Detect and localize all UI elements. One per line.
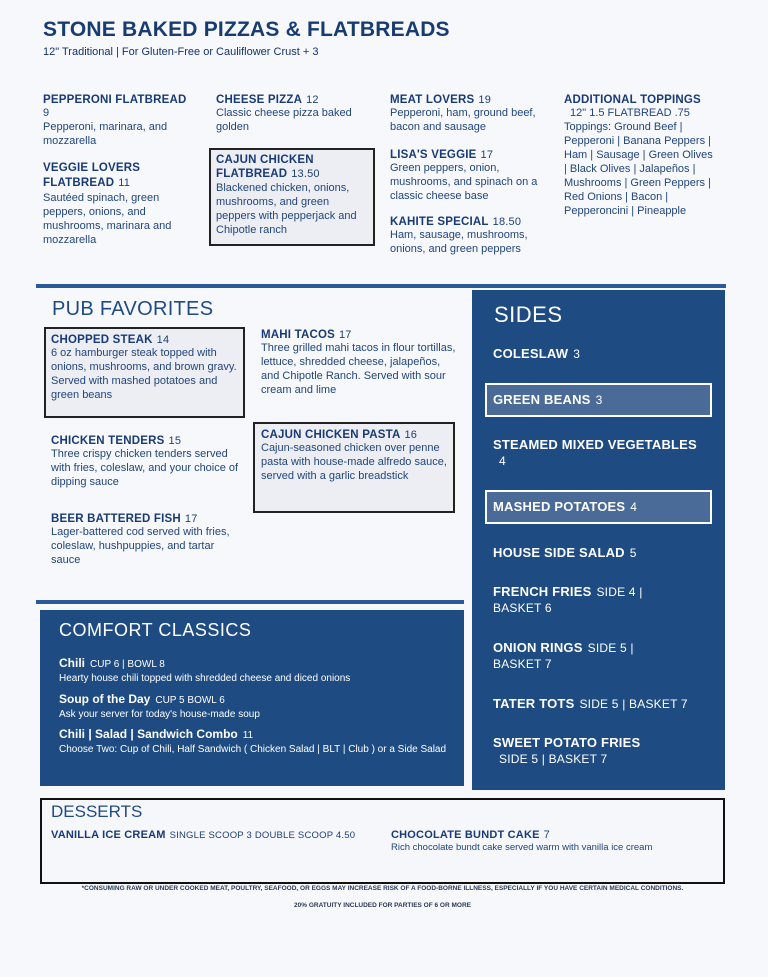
item-price: 7 — [543, 829, 550, 841]
menu-item-kahite-special — [390, 216, 540, 256]
item-description: Ham, sausage, mushrooms, onions, and green peppers — [390, 229, 528, 255]
item-name: PEPPERONI FLATBREAD — [43, 94, 187, 106]
comfort-item-chili — [59, 654, 454, 686]
toppings-prices: 12" 1.5 FLATBREAD .75 — [570, 107, 690, 119]
side-price: 5 — [629, 546, 637, 560]
item-price: 9 — [43, 107, 50, 119]
side-item-house-salad — [493, 545, 637, 560]
item-price: CUP 5 BOWL 6 — [155, 695, 225, 706]
item-price: CUP 6 | BOWL 8 — [90, 659, 165, 670]
menu-item-chopped-steak — [51, 334, 241, 402]
pizza-section-title: STONE BAKED PIZZAS & FLATBREADS — [43, 18, 450, 41]
side-price-basket: BASKET 7 — [493, 657, 552, 671]
comfort-classics-title: COMFORT CLASSICS — [59, 620, 252, 640]
item-name: CHEESE PIZZA — [216, 94, 303, 106]
item-price: 11 — [118, 177, 131, 189]
item-name: BEER BATTERED FISH — [51, 513, 181, 525]
menu-item-cajun-chicken-pasta — [261, 429, 451, 483]
item-price: 15 — [168, 435, 182, 447]
gratuity-note: 20% GRATUITY INCLUDED FOR PARTIES OF 6 OR MORE — [294, 902, 471, 909]
side-price: 4 — [499, 454, 506, 468]
item-price: 14 — [156, 334, 170, 346]
pizza-section-subtitle: 12" Traditional | For Gluten-Free or Cauliflower Crust + 3 — [43, 46, 319, 58]
item-name: Chili | Salad | Sandwich Combo — [59, 727, 238, 741]
side-item-coleslaw — [493, 346, 580, 361]
side-name: HOUSE SIDE SALAD — [493, 545, 625, 560]
side-item-sweet-potato-fries — [493, 735, 718, 766]
item-description: Rich chocolate bundt cake served warm with vanilla ice cream — [391, 842, 653, 853]
item-description: Lager-battered cod served with fries, coleslaw, hushpuppies, and tartar sauce — [51, 526, 230, 566]
toppings-list: Toppings: Ground Beef | Pepperoni | Banana Peppers | Ham | Sausage | Green Olives | Black Olives | Jalapeños | Mushrooms | Green Peppers | Red Onions | Bacon | Pepperoncini | Pineapple — [564, 121, 713, 217]
item-name: MAHI TACOS — [261, 329, 335, 341]
side-item-onion-rings — [493, 640, 718, 671]
item-name: Soup of the Day — [59, 692, 151, 706]
menu-item-beer-battered-fish — [51, 513, 231, 567]
side-name: TATER TOTS — [493, 696, 575, 711]
side-item-french-fries — [493, 584, 718, 615]
side-name: FRENCH FRIES — [493, 584, 592, 599]
side-item-green-beans — [493, 392, 602, 407]
additional-toppings — [564, 94, 716, 218]
item-name: CHOPPED STEAK — [51, 334, 153, 346]
side-item-steamed-vegetables — [493, 437, 718, 468]
side-item-tater-tots — [493, 696, 688, 711]
item-price: 17 — [480, 149, 494, 161]
side-name: MASHED POTATOES — [493, 499, 626, 514]
item-description: Classic cheese pizza baked golden — [216, 107, 352, 133]
menu-item-cajun-chicken-flatbread — [216, 153, 371, 237]
item-description: Blackened chicken, onions, mushrooms, and green peppers with pepperjack and Chipotle ranch — [216, 182, 357, 236]
item-name: CAJUN CHICKEN PASTA — [261, 429, 401, 441]
menu-item-chicken-tenders — [51, 435, 246, 489]
side-price-basket: BASKET 6 — [493, 601, 552, 615]
side-price: SIDE 5 | BASKET 7 — [499, 752, 608, 766]
item-description: 6 oz hamburger steak topped with onions, mushrooms, and brown gravy. Served with mashed potatoes and green beans — [51, 347, 237, 401]
side-name: COLESLAW — [493, 346, 569, 361]
sides-title: SIDES — [494, 302, 563, 327]
item-description: Pepperoni, marinara, and mozzarella — [43, 121, 168, 147]
dessert-item-vanilla-ice-cream — [51, 829, 371, 841]
side-price-side: SIDE 4 | — [596, 585, 643, 599]
item-description: Hearty house chili topped with shredded cheese and diced onions — [59, 673, 351, 684]
menu-item-lisas-veggie — [390, 149, 540, 203]
desserts-title: DESSERTS — [51, 802, 143, 821]
item-price: 16 — [404, 429, 418, 441]
side-price-side: SIDE 5 | — [587, 641, 634, 655]
item-name: VANILLA ICE CREAM — [51, 829, 166, 841]
food-safety-disclaimer: *CONSUMING RAW OR UNDER COOKED MEAT, POULTRY, SEAFOOD, OR EGGS MAY INCREASE RISK OF A FOOD-BORNE ILLNESS, ESPECIALLY IF YOU HAVE CERTAIN MEDICAL CONDITIONS. — [81, 885, 684, 892]
item-price: 19 — [478, 94, 492, 106]
item-description: Three grilled mahi tacos in flour tortillas, lettuce, shredded cheese, jalapeños, and Chipotle Ranch. Served with sour cream and lime — [261, 342, 456, 396]
item-description: Sautéed spinach, green peppers, onions, and mushrooms, marinara and mozzarella — [43, 192, 172, 246]
side-price: 4 — [630, 500, 638, 514]
item-price: 18.50 — [492, 216, 522, 228]
item-description: Choose Two: Cup of Chili, Half Sandwich ( Chicken Salad | BLT | Club ) or a Side Salad — [59, 744, 447, 755]
menu-item-cheese-pizza — [216, 94, 376, 134]
item-price: 17 — [338, 329, 352, 341]
toppings-title: ADDITIONAL TOPPINGS — [564, 94, 701, 106]
comfort-item-combo — [59, 725, 454, 757]
menu-item-meat-lovers — [390, 94, 540, 134]
item-name: CAJUN CHICKEN FLATBREAD — [216, 154, 314, 180]
item-price: 11 — [242, 730, 254, 741]
item-name: KAHITE SPECIAL — [390, 216, 489, 228]
item-name: CHOCOLATE BUNDT CAKE — [391, 829, 540, 841]
item-name: Chili — [59, 656, 85, 670]
item-description: Green peppers, onion, mushrooms, and spinach on a classic cheese base — [390, 162, 538, 202]
item-description: Ask your server for today's house-made soup — [59, 709, 260, 720]
section-divider — [36, 600, 464, 604]
side-price: SIDE 5 | BASKET 7 — [579, 697, 688, 711]
item-price: 12 — [306, 94, 319, 106]
item-description: Cajun-seasoned chicken over penne pasta with house-made alfredo sauce, served with a garlic breadstick — [261, 442, 447, 482]
menu-item-pepperoni-flatbread — [43, 94, 203, 148]
item-name: MEAT LOVERS — [390, 94, 475, 106]
sides-panel — [472, 290, 725, 790]
menu-item-veggie-lovers-flatbread — [43, 161, 193, 247]
side-price: 3 — [573, 347, 581, 361]
pub-favorites-title: PUB FAVORITES — [52, 298, 214, 320]
side-name: ONION RINGS — [493, 640, 583, 655]
item-price: 13.50 — [291, 168, 320, 180]
item-price: SINGLE SCOOP 3 DOUBLE SCOOP 4.50 — [169, 830, 356, 841]
item-description: Pepperoni, ham, ground beef, bacon and sausage — [390, 107, 536, 133]
item-name: CHICKEN TENDERS — [51, 435, 165, 447]
side-name: STEAMED MIXED VEGETABLES — [493, 437, 697, 452]
side-price: 3 — [595, 393, 603, 407]
side-name: GREEN BEANS — [493, 392, 591, 407]
dessert-item-chocolate-bundt-cake — [391, 829, 711, 855]
item-description: Three crispy chicken tenders served with fries, coleslaw, and your choice of dipping sauce — [51, 448, 239, 488]
side-name: SWEET POTATO FRIES — [493, 735, 641, 750]
comfort-item-soup — [59, 690, 454, 722]
item-name: LISA'S VEGGIE — [390, 149, 477, 161]
section-divider — [36, 284, 726, 288]
item-price: 17 — [184, 513, 198, 525]
menu-item-mahi-tacos — [261, 329, 461, 397]
side-item-mashed-potatoes — [493, 499, 637, 514]
item-name: VEGGIE LOVERS FLATBREAD — [43, 162, 141, 189]
